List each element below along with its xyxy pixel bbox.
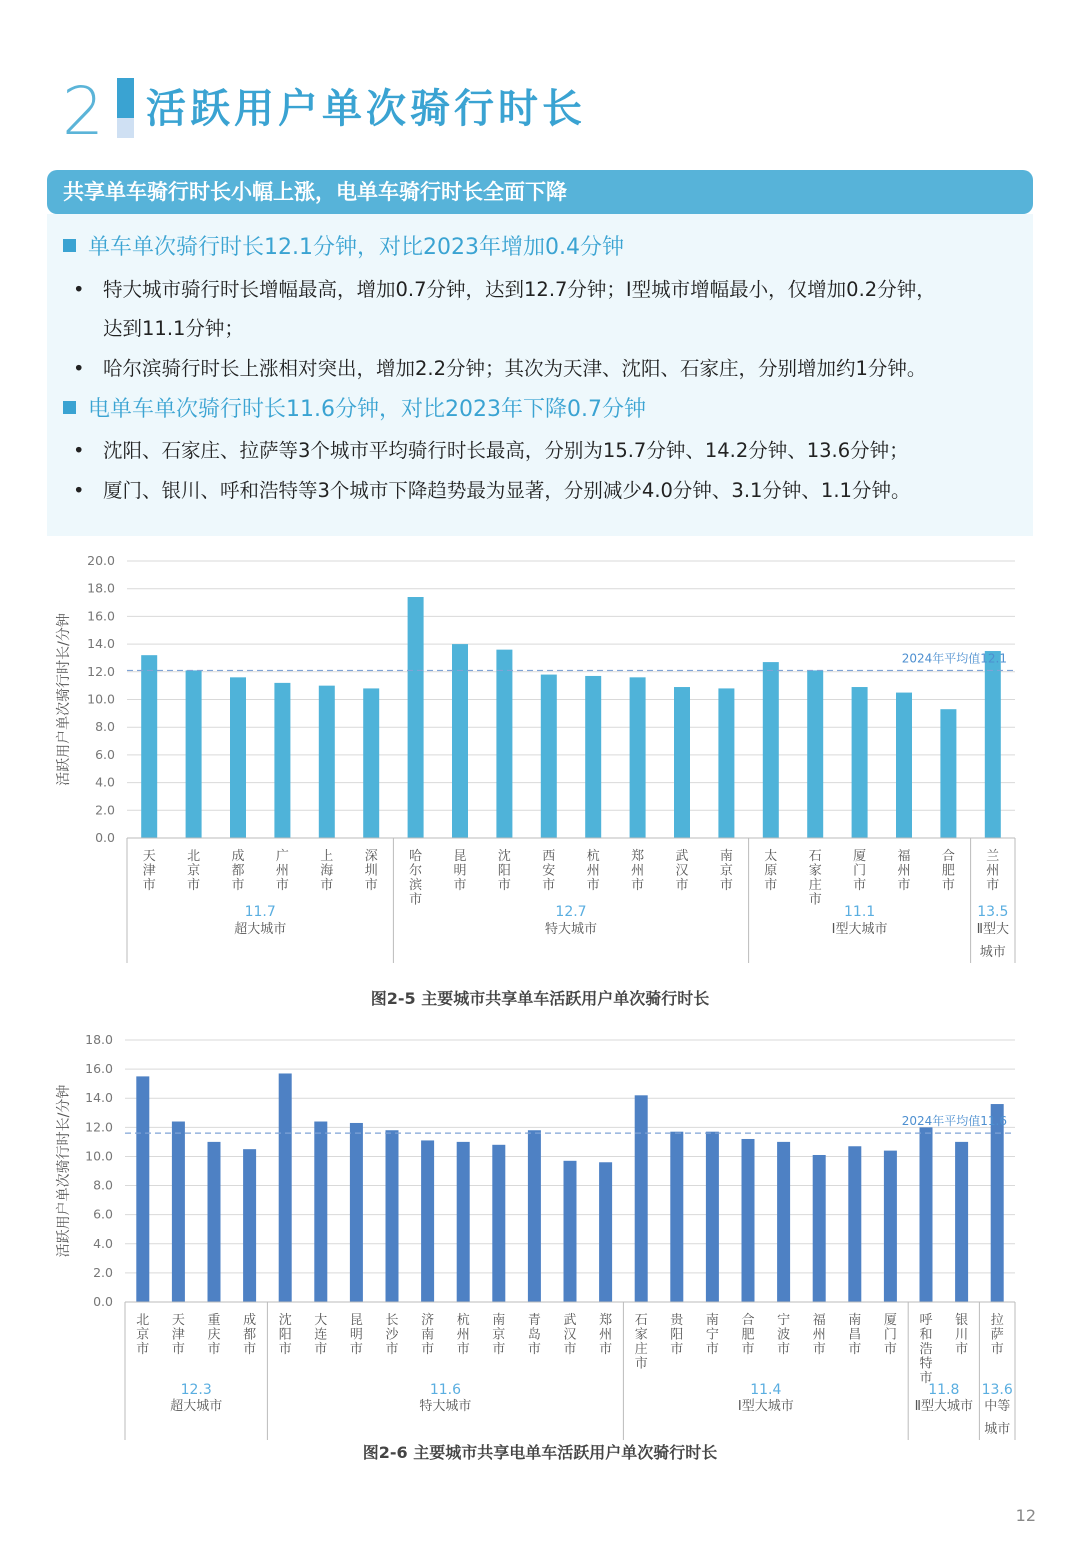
ebike-heading (63, 395, 646, 425)
x-tick-label: 福 (812, 1313, 826, 1328)
bar (940, 709, 956, 838)
average-label: 2024年平均值11.6 (901, 1114, 1007, 1129)
x-tick-label: 市 (599, 1342, 613, 1357)
x-tick-label: 庄 (808, 878, 822, 893)
bar (319, 686, 335, 838)
x-tick-label: 市 (563, 1342, 577, 1357)
x-tick-label: 市 (207, 1342, 221, 1357)
y-tick-label: 18.0 (85, 1032, 113, 1047)
x-tick-label: 肥 (741, 1327, 755, 1343)
x-tick-label: 市 (941, 878, 955, 893)
bar (528, 1130, 541, 1302)
x-tick-label: 昆 (349, 1313, 363, 1328)
group-average: 11.6 (429, 1382, 461, 1398)
x-tick-label: 市 (421, 1342, 435, 1357)
x-tick-label: 都 (231, 863, 245, 879)
x-tick-label: 明 (349, 1327, 363, 1343)
x-tick-label: 银 (955, 1313, 969, 1328)
page-number: 12 (1015, 1506, 1036, 1525)
x-tick-label: 京 (492, 1327, 506, 1343)
bike-heading-text: 单车单次骑行时长12.1分钟，对比2023年增加0.4分钟 (88, 235, 624, 260)
x-tick-label: 郑 (631, 849, 645, 864)
section-title: 活跃用户单次骑行时长 (146, 86, 586, 132)
x-tick-label: 市 (527, 1342, 541, 1357)
x-tick-label: 厦 (853, 849, 867, 864)
bike-point-1-continued: 达到11.1分钟； (103, 317, 244, 340)
x-tick-label: 阳 (278, 1327, 292, 1343)
bar (955, 1142, 968, 1302)
x-tick-label: 天 (171, 1313, 185, 1328)
x-tick-label: 合 (741, 1313, 755, 1328)
x-tick-label: 广 (275, 849, 289, 864)
group-name: 特大城市 (544, 922, 598, 937)
x-tick-label: 阳 (497, 863, 511, 879)
x-tick-label: 市 (409, 892, 423, 908)
bar (718, 688, 734, 838)
x-tick-label: 都 (243, 1327, 257, 1343)
x-tick-label: 青 (527, 1313, 541, 1328)
bar (496, 650, 512, 838)
x-tick-label: 合 (941, 849, 955, 864)
ebike-point-1 (73, 436, 909, 466)
bar (807, 670, 823, 838)
x-tick-label: 北 (187, 849, 201, 864)
bar (350, 1123, 363, 1302)
group-name: Ⅱ型大 (976, 922, 1010, 937)
bar (813, 1155, 826, 1302)
y-tick-label: 14.0 (87, 636, 115, 652)
x-tick-label: 南 (421, 1327, 435, 1343)
x-tick-label: 京 (187, 863, 201, 879)
figure-caption-2-6: 图2-6 主要城市共享电单车活跃用户单次骑行时长 (362, 1443, 718, 1462)
group-name: 超大城市 (234, 922, 287, 937)
x-tick-label: 尔 (409, 863, 423, 879)
x-tick-label: 家 (634, 1327, 648, 1343)
y-tick-label: 2.0 (93, 1264, 113, 1280)
x-tick-label: 市 (586, 878, 600, 893)
group-name: Ⅰ型大城市 (737, 1399, 794, 1414)
x-tick-label: 汉 (675, 863, 689, 879)
bar (279, 1073, 292, 1302)
bar (363, 688, 379, 838)
bar (599, 1162, 612, 1302)
x-tick-label: 宁 (777, 1313, 791, 1328)
square-bullet-icon (63, 401, 76, 414)
x-tick-label: 昌 (848, 1327, 862, 1343)
group-average: 11.1 (844, 904, 876, 920)
x-tick-label: 市 (631, 878, 645, 893)
x-tick-label: 南 (492, 1313, 506, 1328)
y-tick-label: 4.0 (95, 774, 115, 790)
x-tick-label: 沈 (278, 1313, 292, 1328)
bar (848, 1146, 861, 1302)
x-tick-label: 武 (563, 1313, 577, 1328)
x-tick-label: 浩 (919, 1342, 933, 1357)
group-average: 11.8 (928, 1382, 960, 1398)
bar (742, 1139, 755, 1302)
bullet-dot-icon: • (73, 357, 85, 380)
x-tick-label: 阳 (670, 1327, 684, 1343)
group-average: 13.5 (977, 904, 1009, 920)
x-tick-label: 波 (777, 1327, 791, 1343)
bullet-dot-icon: • (73, 278, 85, 301)
x-tick-label: 市 (364, 878, 378, 893)
x-tick-label: 深 (364, 849, 378, 864)
x-tick-label: 市 (670, 1342, 684, 1357)
x-tick-label: 津 (171, 1327, 185, 1343)
bar (136, 1076, 149, 1302)
y-tick-label: 8.0 (93, 1177, 113, 1193)
group-name: 城市 (979, 945, 1006, 960)
x-tick-label: 市 (136, 1342, 150, 1357)
y-tick-label: 0.0 (95, 830, 115, 845)
y-tick-label: 16.0 (85, 1061, 113, 1077)
x-tick-label: 汉 (563, 1327, 577, 1343)
x-tick-label: 成 (243, 1313, 257, 1328)
x-tick-label: 兰 (986, 849, 1000, 864)
x-tick-label: 市 (453, 878, 467, 893)
bar (386, 1130, 399, 1302)
x-tick-label: 厦 (883, 1313, 897, 1328)
x-tick-label: 市 (278, 1342, 292, 1357)
x-tick-label: 市 (675, 878, 689, 893)
group-average: 11.7 (244, 904, 276, 920)
x-tick-label: 市 (634, 1356, 648, 1372)
y-tick-label: 12.0 (85, 1119, 113, 1135)
x-tick-label: 市 (492, 1342, 506, 1357)
group-average: 12.3 (180, 1382, 212, 1398)
bike-point-1-text: 特大城市骑行时长增幅最高，增加0.7分钟，达到12.7分钟；I型城市增幅最小，仅增加0.2分钟， (103, 278, 936, 301)
x-tick-label: 市 (955, 1342, 969, 1357)
x-tick-label: 昆 (453, 849, 467, 864)
bar (884, 1151, 897, 1302)
banner-text: 共享单车骑行时长小幅上涨，电单车骑行时长全面下降 (63, 180, 567, 204)
x-tick-label: 连 (314, 1327, 328, 1343)
x-tick-label: 州 (275, 863, 289, 879)
bar (670, 1132, 683, 1302)
x-tick-label: 石 (808, 849, 822, 864)
summary-banner (47, 170, 1033, 214)
x-tick-label: 市 (231, 878, 245, 893)
bar (408, 597, 424, 838)
x-tick-label: 市 (883, 1342, 897, 1357)
ebike-heading-text: 电单车单次骑行时长11.6分钟，对比2023年下降0.7分钟 (88, 397, 646, 422)
x-tick-label: 拉 (990, 1313, 1004, 1328)
bar (635, 1095, 648, 1302)
y-tick-label: 6.0 (95, 746, 115, 762)
x-tick-label: 家 (808, 863, 822, 879)
group-average: 12.7 (555, 904, 587, 920)
x-tick-label: 市 (741, 1342, 755, 1357)
x-tick-label: 市 (171, 1342, 185, 1357)
x-tick-label: 南 (848, 1313, 862, 1328)
x-tick-label: 州 (897, 863, 911, 879)
x-tick-label: 沙 (385, 1327, 399, 1343)
x-tick-label: 市 (986, 878, 1000, 893)
y-tick-label: 18.0 (87, 580, 115, 596)
x-tick-label: 安 (542, 863, 556, 879)
x-tick-label: 南 (719, 849, 733, 864)
bar (243, 1149, 256, 1302)
x-tick-label: 市 (705, 1342, 719, 1357)
bar (985, 651, 1001, 838)
bar (314, 1122, 327, 1302)
x-tick-label: 武 (675, 849, 689, 864)
bar (896, 693, 912, 838)
x-tick-label: 州 (986, 863, 1000, 879)
x-tick-label: 成 (231, 849, 245, 864)
group-name: 中等 (984, 1399, 1011, 1414)
x-tick-label: 市 (275, 878, 289, 893)
y-axis-label: 活跃用户单次骑行时长/分钟 (56, 613, 72, 786)
ebike-point-1-text: 沈阳、石家庄、拉萨等3个城市平均骑行时长最高，分别为15.7分钟、14.2分钟、13.6分钟； (103, 439, 909, 462)
bar (230, 677, 246, 838)
x-tick-label: 州 (631, 863, 645, 879)
group-name: Ⅱ型大城市 (914, 1399, 974, 1414)
x-tick-label: 特 (919, 1356, 933, 1372)
bar (492, 1145, 505, 1302)
bar (585, 676, 601, 838)
x-tick-label: 滨 (409, 878, 423, 893)
x-tick-label: 州 (586, 863, 600, 879)
x-tick-label: 京 (136, 1327, 150, 1343)
x-tick-label: 市 (919, 1371, 933, 1386)
x-tick-label: 肥 (941, 863, 955, 879)
x-tick-label: 市 (385, 1342, 399, 1357)
ebike-point-2-text: 厦门、银川、呼和浩特等3个城市下降趋势最为显著，分别减少4.0分钟、3.1分钟、1.1分钟。 (103, 479, 911, 502)
y-tick-label: 14.0 (85, 1090, 113, 1106)
x-tick-label: 市 (777, 1342, 791, 1357)
x-tick-label: 杭 (456, 1313, 470, 1328)
section-number: 2 (62, 73, 104, 150)
bar (777, 1142, 790, 1302)
y-tick-label: 10.0 (85, 1148, 113, 1164)
x-tick-label: 市 (808, 892, 822, 908)
y-tick-label: 16.0 (87, 608, 115, 624)
x-tick-label: 市 (314, 1342, 328, 1357)
x-tick-label: 和 (919, 1327, 933, 1343)
section-accent-bar-light (117, 118, 134, 138)
y-tick-label: 12.0 (87, 663, 115, 679)
x-tick-label: 市 (719, 878, 733, 893)
x-tick-label: 北 (136, 1313, 150, 1328)
x-tick-label: 市 (142, 878, 156, 893)
bar (706, 1132, 719, 1302)
bar (141, 655, 157, 838)
ebike-point-2 (73, 476, 910, 506)
x-tick-label: 庆 (207, 1327, 221, 1343)
y-tick-label: 10.0 (87, 691, 115, 707)
bar (274, 683, 290, 838)
bar (674, 687, 690, 838)
x-tick-label: 市 (243, 1342, 257, 1357)
y-tick-label: 8.0 (95, 719, 115, 735)
bar (852, 687, 868, 838)
x-tick-label: 杭 (586, 849, 600, 864)
figure-caption-2-5: 图2-5 主要城市共享单车活跃用户单次骑行时长 (370, 989, 710, 1008)
section-accent-bar (117, 78, 134, 118)
x-tick-label: 津 (142, 863, 156, 879)
x-tick-label: 市 (349, 1342, 363, 1357)
ebike-duration-chart (0, 1025, 1080, 1445)
x-tick-label: 市 (897, 878, 911, 893)
x-tick-label: 重 (207, 1313, 221, 1328)
x-tick-label: 门 (883, 1327, 897, 1343)
bar (630, 677, 646, 838)
y-tick-label: 2.0 (95, 802, 115, 818)
y-tick-label: 0.0 (93, 1294, 113, 1309)
x-tick-label: 长 (385, 1313, 399, 1328)
x-tick-label: 明 (453, 863, 467, 879)
x-tick-label: 岛 (527, 1327, 541, 1343)
average-label: 2024年平均值12.1 (901, 651, 1007, 666)
group-name: 城市 (984, 1422, 1011, 1437)
bar (564, 1161, 577, 1302)
x-tick-label: 郑 (599, 1313, 613, 1328)
x-tick-label: 州 (599, 1327, 613, 1343)
x-tick-label: 圳 (364, 863, 378, 879)
bar (920, 1127, 933, 1302)
x-tick-label: 市 (187, 878, 201, 893)
x-tick-label: 哈 (409, 849, 423, 864)
x-tick-label: 京 (719, 863, 733, 879)
x-tick-label: 天 (142, 849, 156, 864)
x-tick-label: 太 (764, 849, 778, 864)
y-tick-label: 6.0 (93, 1206, 113, 1222)
x-tick-label: 市 (320, 878, 334, 893)
x-tick-label: 市 (848, 1342, 862, 1357)
x-tick-label: 上 (320, 849, 334, 864)
x-tick-label: 川 (955, 1327, 969, 1343)
group-average: 13.6 (981, 1382, 1013, 1398)
x-tick-label: 市 (764, 878, 778, 893)
x-tick-label: 大 (314, 1313, 328, 1328)
x-tick-label: 沈 (497, 849, 511, 864)
y-tick-label: 4.0 (93, 1235, 113, 1251)
bike-heading (63, 233, 624, 263)
x-tick-label: 市 (456, 1342, 470, 1357)
y-tick-label: 20.0 (87, 553, 115, 568)
bike-point-2 (73, 354, 926, 384)
x-tick-label: 海 (320, 863, 334, 879)
x-tick-label: 石 (634, 1313, 648, 1328)
y-axis-label: 活跃用户单次骑行时长/分钟 (56, 1084, 72, 1258)
group-name: 超大城市 (170, 1399, 223, 1414)
x-tick-label: 市 (497, 878, 511, 893)
group-name: Ⅰ型大城市 (831, 922, 888, 937)
x-tick-label: 市 (853, 878, 867, 893)
x-tick-label: 州 (456, 1327, 470, 1343)
bar (541, 675, 557, 838)
bar (457, 1142, 470, 1302)
bike-duration-chart (0, 545, 1080, 975)
summary-panel (47, 214, 1033, 536)
x-tick-label: 市 (990, 1342, 1004, 1357)
x-tick-label: 福 (897, 849, 911, 864)
x-tick-label: 门 (853, 863, 867, 879)
x-tick-label: 萨 (990, 1327, 1004, 1343)
x-tick-label: 西 (542, 849, 556, 864)
bar (452, 644, 468, 838)
x-tick-label: 州 (812, 1327, 826, 1343)
bar (208, 1142, 221, 1302)
x-tick-label: 贵 (670, 1313, 684, 1328)
x-tick-label: 庄 (634, 1342, 648, 1357)
bullet-dot-icon: • (73, 439, 85, 462)
bar (186, 670, 202, 838)
x-tick-label: 济 (421, 1313, 435, 1328)
x-tick-label: 市 (542, 878, 556, 893)
bullet-dot-icon: • (73, 479, 85, 502)
x-tick-label: 宁 (705, 1327, 719, 1343)
x-tick-label: 呼 (919, 1313, 933, 1328)
x-tick-label: 原 (764, 863, 778, 879)
x-tick-label: 市 (812, 1342, 826, 1357)
group-average: 11.4 (750, 1382, 782, 1398)
bar (172, 1122, 185, 1302)
square-bullet-icon (63, 239, 76, 252)
x-tick-label: 南 (705, 1313, 719, 1328)
group-name: 特大城市 (419, 1399, 472, 1414)
bike-point-1 (73, 275, 936, 305)
bar (421, 1140, 434, 1302)
bike-point-2-text: 哈尔滨骑行时长上涨相对突出，增加2.2分钟；其次为天津、沈阳、石家庄，分别增加约1分钟。 (103, 357, 927, 380)
bar (763, 662, 779, 838)
